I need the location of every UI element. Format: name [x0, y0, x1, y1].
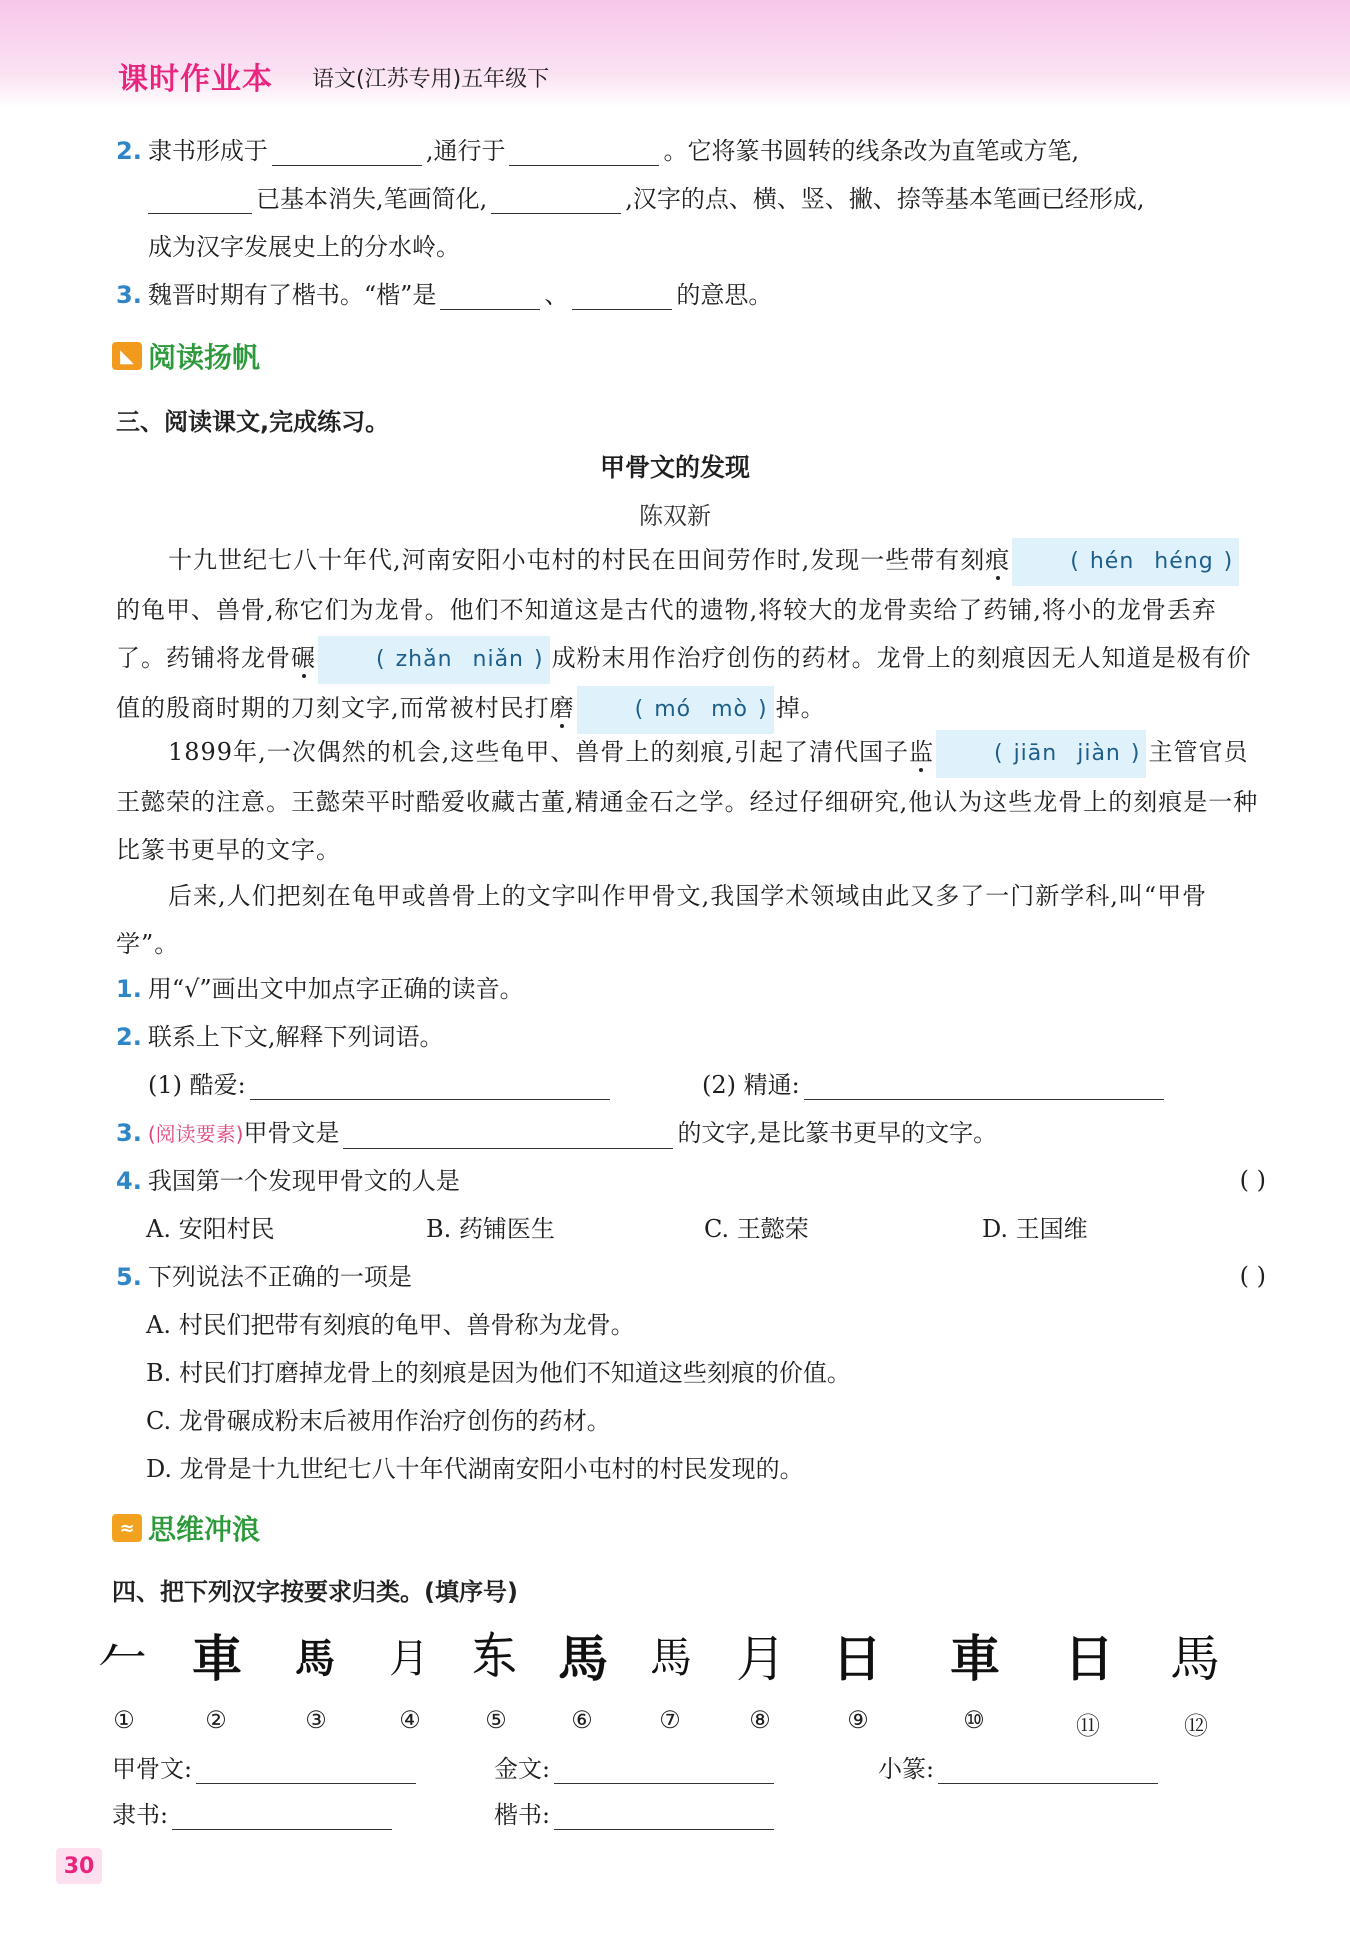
section-reading: [112, 336, 260, 376]
answer-blank[interactable]: [938, 1759, 1158, 1784]
brand-title: 课时作业本: [118, 62, 273, 97]
glyph-label: ⑤: [485, 1706, 507, 1734]
glyph-label: ⑦: [659, 1706, 681, 1734]
question-2-line1: [116, 136, 1079, 166]
text: 的意思。: [676, 281, 773, 309]
option-b[interactable]: B. 村民们打磨掉龙骨上的刻痕是因为他们不知道这些刻痕的价值。: [146, 1359, 851, 1387]
answer-blank[interactable]: [554, 1759, 774, 1784]
text: 下列说法不正确的一项是: [147, 1263, 412, 1291]
text: ,汉字的点、横、竖、撇、捺等基本笔画已经形成,: [625, 185, 1145, 213]
reading-question-1: [116, 974, 524, 1004]
glyph-label: ⑪: [1076, 1712, 1100, 1740]
glyph-12: 馬: [1170, 1630, 1220, 1688]
text: 我国第一个发现甲骨文的人是: [147, 1167, 460, 1195]
glyph-5: 𫠣: [470, 1625, 520, 1684]
pinyin[interactable]: mó: [654, 697, 692, 722]
question-number: 5.: [116, 1263, 142, 1291]
pinyin[interactable]: mò: [711, 697, 749, 722]
answer-blank[interactable]: [196, 1759, 416, 1784]
answer-blank[interactable]: [804, 1075, 1164, 1100]
option-b[interactable]: B. 药铺医生: [426, 1215, 555, 1243]
section-title: 阅读扬帆: [148, 341, 261, 374]
glyph-label: ⑩: [963, 1706, 985, 1734]
pinyin[interactable]: jiān: [1013, 741, 1058, 766]
reading-tag: (阅读要素): [147, 1122, 244, 1146]
classify-clerical: [112, 1800, 396, 1830]
answer-paren[interactable]: ( ): [1239, 1166, 1266, 1194]
text: 用“√”画出文中加点字正确的读音。: [147, 975, 524, 1003]
reading-question-5: [116, 1262, 412, 1292]
text: 是极有价值的殷商时期的刀刻文字,而常被村民打: [116, 644, 1252, 722]
classify-bronze: [494, 1754, 778, 1784]
text: 的文字,是比篆书更早的文字。: [677, 1119, 998, 1147]
dotted-char: 碾: [291, 644, 316, 672]
answer-blank[interactable]: [250, 1075, 610, 1100]
article-title: 甲骨文的发现: [599, 453, 750, 482]
question-number: 3.: [116, 1119, 142, 1147]
glyph-7: 馬: [649, 1633, 692, 1682]
reading-question-3: [116, 1118, 997, 1149]
answer-blank[interactable]: [572, 285, 672, 310]
question-number: 2.: [116, 137, 142, 165]
text: 的龟甲、兽骨,称它们为龙骨。他们不知道这是古代的遗物,将较大的龙骨卖给了药铺,将小的龙: [116, 596, 1142, 624]
text: 员王懿荣的注意。王懿荣平时酷爱收藏古董,精通金石之学。经过仔细研究,他认为这些龙骨上: [116, 738, 1249, 816]
pinyin[interactable]: zhǎn: [395, 647, 453, 672]
text: 小篆:: [878, 1755, 935, 1783]
text: 。它将篆书圆转的线条改为直笔或方笔,: [663, 137, 1080, 165]
glyph-label: ⑫: [1184, 1712, 1208, 1740]
question-2-line2: [148, 184, 1145, 214]
option-a[interactable]: A. 村民们把带有刻痕的龟甲、兽骨称为龙骨。: [146, 1311, 635, 1339]
text: 、: [544, 281, 569, 309]
text: 主管官: [1148, 738, 1224, 766]
text: 甲骨文:: [112, 1755, 193, 1783]
option-a[interactable]: A. 安阳村民: [146, 1215, 275, 1243]
glyph-4: 月: [389, 1635, 429, 1682]
option-d[interactable]: D. 王国维: [982, 1215, 1088, 1243]
question-2-line3: 成为汉字发展史上的分水岭。: [148, 233, 460, 261]
glyph-label: ②: [205, 1706, 227, 1734]
text: 隶书:: [112, 1801, 169, 1829]
section-title: 思维冲浪: [148, 1513, 261, 1546]
glyph-2: 車: [192, 1629, 242, 1688]
glyph-11: 日: [1064, 1629, 1114, 1688]
text: 成粉末用作治疗创伤的药材。龙骨上的刻痕因无人知道: [551, 644, 1152, 672]
option-c[interactable]: C. 王懿荣: [704, 1215, 809, 1243]
glyph-label: ④: [399, 1706, 421, 1734]
answer-blank[interactable]: [554, 1805, 774, 1830]
glyph-label: ⑨: [847, 1706, 869, 1734]
glyph-label: ⑥: [571, 1706, 593, 1734]
glyph-3: 馬: [295, 1634, 335, 1682]
page-number: 30: [56, 1848, 102, 1884]
article-paragraph-2: [116, 728, 1266, 874]
text: 的刻痕是一种比篆书更早的文字。: [116, 788, 1259, 864]
pinyin-options[interactable]: ( zhǎn niǎn ): [318, 636, 550, 684]
dotted-char: 监: [908, 738, 934, 766]
text: 联系上下文,解释下列词语。: [147, 1023, 444, 1051]
text: 1899年,一次偶然的机会,这些龟甲、兽骨上的刻痕,引起了清代国子: [168, 738, 909, 766]
pinyin[interactable]: jiàn: [1077, 741, 1121, 766]
pinyin[interactable]: héng: [1154, 549, 1214, 574]
answer-blank[interactable]: [148, 189, 252, 214]
answer-blank[interactable]: [440, 285, 540, 310]
text: 掉。: [775, 694, 826, 722]
dotted-char: 磨: [549, 694, 575, 722]
text: ,通行于: [425, 137, 506, 165]
pinyin-options[interactable]: ( jiān jiàn ): [936, 730, 1147, 778]
text: 楷书:: [494, 1801, 551, 1829]
page-header: [0, 0, 1350, 108]
pinyin[interactable]: hén: [1089, 549, 1135, 574]
answer-blank[interactable]: [491, 189, 621, 214]
option-d[interactable]: D. 龙骨是十九世纪七八十年代湖南安阳小屯村的村民发现的。: [146, 1455, 804, 1483]
pinyin-options[interactable]: ( mó mò ): [577, 686, 774, 734]
question-number: 4.: [116, 1167, 142, 1195]
reading-question-2a: [148, 1070, 614, 1100]
glyph-10: 車: [950, 1629, 1000, 1688]
classify-seal: [878, 1754, 1162, 1784]
text: 后来,人们把刻在龟甲或兽骨上的文字叫作甲骨文,我国学术领域由此又多了一门新学科,: [168, 882, 1119, 910]
text: 金文:: [494, 1755, 551, 1783]
answer-paren[interactable]: ( ): [1239, 1262, 1266, 1290]
text: 魏晋时期有了楷书。“楷”是: [147, 281, 437, 309]
reading-question-2b: [702, 1070, 1168, 1100]
part-3-title: 三、阅读课文,完成练习。: [116, 408, 390, 436]
text: 叫“甲骨学”。: [116, 882, 1208, 958]
text: 已基本消失,笔画简化,: [256, 185, 488, 213]
glyph-label: ①: [113, 1706, 135, 1734]
reading-question-2: [116, 1022, 443, 1052]
reading-icon: ◣: [112, 342, 142, 370]
glyph-8: 月: [736, 1630, 786, 1688]
glyph-label: ③: [305, 1706, 327, 1734]
question-number: 2.: [116, 1023, 142, 1051]
classify-oracle: [112, 1754, 420, 1784]
text: (1) 酷爱:: [148, 1071, 246, 1099]
text: (2) 精通:: [702, 1071, 800, 1099]
text: 甲骨文是: [243, 1119, 340, 1147]
classify-regular: [494, 1800, 778, 1830]
option-c[interactable]: C. 龙骨碾成粉末后被用作治疗创伤的药材。: [146, 1407, 611, 1435]
dotted-char: 痕: [985, 546, 1011, 574]
answer-blank[interactable]: [272, 141, 422, 166]
wave-icon: ≈: [112, 1514, 142, 1542]
question-3: [116, 280, 772, 310]
question-number: 1.: [116, 975, 142, 1003]
pinyin-options[interactable]: ( hén héng ): [1012, 538, 1239, 586]
article-author: 陈双新: [639, 502, 711, 530]
glyph-label: ⑧: [749, 1706, 771, 1734]
pinyin[interactable]: niǎn: [472, 647, 524, 672]
question-number: 3.: [116, 281, 142, 309]
part-4-title: 四、把下列汉字按要求归类。(填序号): [112, 1578, 518, 1606]
book-subtitle: 语文(江苏专用)五年级下: [312, 67, 550, 92]
reading-question-4: [116, 1166, 460, 1196]
glyph-1: 𠂉: [98, 1630, 148, 1688]
answer-blank[interactable]: [509, 141, 659, 166]
answer-blank[interactable]: [343, 1124, 673, 1149]
section-thinking: [112, 1508, 260, 1548]
answer-blank[interactable]: [172, 1805, 392, 1830]
text: 隶书形成于: [147, 137, 268, 165]
glyph-9: 日: [832, 1629, 882, 1688]
text: 骨丢弃了。药铺将龙骨: [116, 596, 1217, 672]
article-paragraph-3: [116, 872, 1266, 968]
text: 十九世纪七八十年代,河南安阳小屯村的村民在田间劳作时,发现一些带有刻: [168, 546, 986, 574]
article-paragraph-1: [116, 536, 1266, 734]
glyph-6: 馬: [558, 1629, 608, 1688]
